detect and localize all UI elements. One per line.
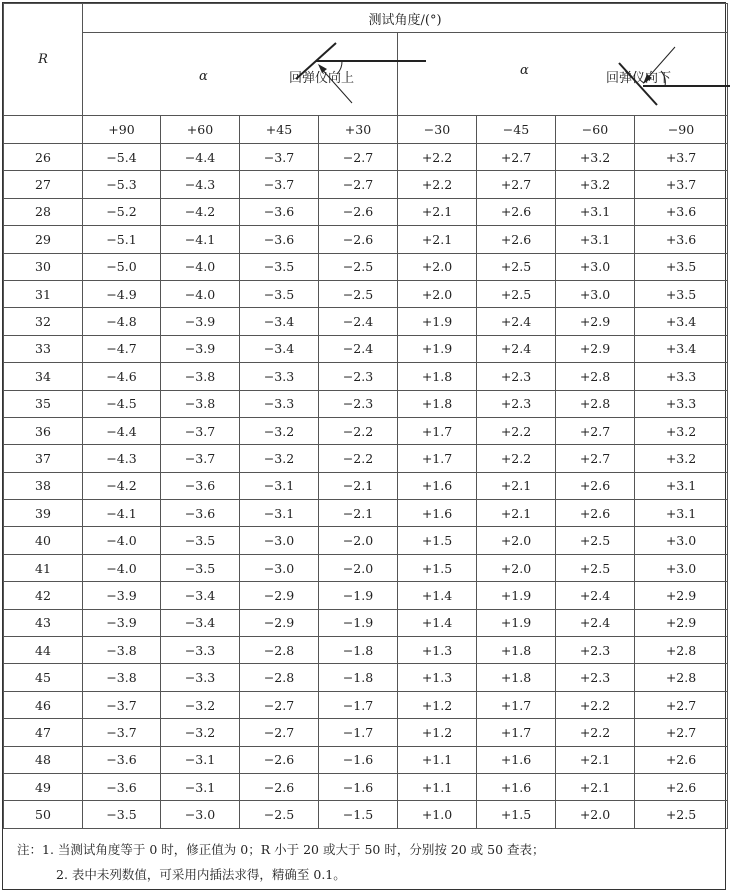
table-row [4, 773, 728, 800]
correction-value-cell: −2.1 [319, 500, 398, 527]
correction-value-cell: +1.9 [398, 335, 477, 362]
table-row [4, 664, 728, 691]
correction-value-cell: +2.3 [556, 637, 635, 664]
r-header-cell [4, 4, 83, 116]
correction-value-cell: +1.2 [398, 719, 477, 746]
correction-value-cell: −4.1 [161, 226, 240, 253]
correction-value-cell: −4.6 [83, 363, 161, 390]
correction-value-cell: −3.9 [161, 335, 240, 362]
correction-value-cell: +1.7 [477, 719, 556, 746]
correction-value-cell: +2.4 [556, 582, 635, 609]
correction-value-cell: +1.8 [398, 390, 477, 417]
r-value-cell: 46 [4, 691, 83, 718]
table-row [4, 253, 728, 280]
r-value-cell: 28 [4, 198, 83, 225]
correction-value-cell: +1.6 [398, 500, 477, 527]
correction-value-cell: +2.1 [477, 500, 556, 527]
correction-value-cell: +3.1 [635, 500, 728, 527]
correction-value-cell: +2.1 [556, 773, 635, 800]
correction-value-cell: −4.5 [83, 390, 161, 417]
correction-value-cell: +2.8 [556, 390, 635, 417]
correction-value-cell: +2.8 [635, 637, 728, 664]
correction-value-cell: −3.5 [161, 527, 240, 554]
upward-label: 回弹仪向上 [289, 71, 355, 86]
correction-value-cell: −2.7 [240, 691, 319, 718]
correction-value-cell: −3.4 [240, 308, 319, 335]
correction-value-cell: +2.7 [477, 144, 556, 171]
correction-value-cell: +2.6 [635, 773, 728, 800]
angle-header-cell: −90 [635, 116, 728, 144]
correction-value-cell: −2.2 [319, 445, 398, 472]
r-value-cell: 42 [4, 582, 83, 609]
correction-value-cell: −1.8 [319, 637, 398, 664]
correction-value-cell: −3.6 [240, 198, 319, 225]
table-row [4, 226, 728, 253]
correction-value-cell: −3.2 [240, 417, 319, 444]
correction-value-cell: +1.1 [398, 773, 477, 800]
correction-value-cell: +2.3 [477, 390, 556, 417]
correction-value-cell: −2.5 [319, 253, 398, 280]
correction-value-cell: −3.8 [161, 390, 240, 417]
correction-value-cell: −3.4 [161, 582, 240, 609]
correction-value-cell: −3.7 [83, 719, 161, 746]
correction-value-cell: −3.9 [83, 609, 161, 636]
correction-value-cell: +2.5 [556, 554, 635, 581]
correction-value-cell: −3.9 [161, 308, 240, 335]
correction-value-cell: −3.5 [83, 801, 161, 828]
table-row [4, 417, 728, 444]
correction-value-cell: +2.5 [477, 280, 556, 307]
correction-value-cell: −1.6 [319, 773, 398, 800]
correction-value-cell: −2.7 [240, 719, 319, 746]
r-value-cell: 50 [4, 801, 83, 828]
correction-value-cell: +2.0 [477, 554, 556, 581]
correction-value-cell: +2.3 [477, 363, 556, 390]
correction-value-cell: −1.7 [319, 719, 398, 746]
correction-value-cell: +2.6 [477, 226, 556, 253]
correction-value-cell: +1.9 [477, 582, 556, 609]
r-label: R [38, 52, 48, 67]
note-line-2: 2. 表中未列数值，可采用内插法求得，精确至 0.1。 [56, 867, 346, 882]
correction-value-cell: −4.4 [161, 144, 240, 171]
correction-value-cell: −3.1 [161, 746, 240, 773]
upward-alpha-label: α [199, 69, 208, 84]
r-value-cell: 27 [4, 171, 83, 198]
correction-value-cell: −2.6 [240, 773, 319, 800]
correction-value-cell: −2.8 [240, 664, 319, 691]
correction-value-cell: +1.7 [398, 417, 477, 444]
correction-value-cell: −2.3 [319, 390, 398, 417]
correction-value-cell: −2.5 [240, 801, 319, 828]
correction-value-cell: −1.9 [319, 609, 398, 636]
correction-value-cell: +1.1 [398, 746, 477, 773]
correction-value-cell: −2.7 [319, 144, 398, 171]
correction-value-cell: −2.7 [319, 171, 398, 198]
note-line-1: 注：1. 当测试角度等于 0 时，修正值为 0；R 小于 20 或大于 50 时，分别按 20 或 50 查表； [17, 842, 545, 857]
correction-value-cell: +1.6 [477, 746, 556, 773]
correction-value-cell: +1.7 [477, 691, 556, 718]
correction-value-cell: −1.5 [319, 801, 398, 828]
correction-value-cell: −3.9 [83, 582, 161, 609]
correction-value-cell: −1.8 [319, 664, 398, 691]
correction-value-cell: −3.6 [83, 746, 161, 773]
table-row [4, 746, 728, 773]
r-value-cell: 37 [4, 445, 83, 472]
r-value-cell: 32 [4, 308, 83, 335]
angle-header-cell: +30 [319, 116, 398, 144]
table-row [4, 280, 728, 307]
correction-value-cell: +3.7 [635, 144, 728, 171]
correction-value-cell: −4.2 [161, 198, 240, 225]
correction-value-cell: +2.0 [398, 253, 477, 280]
correction-value-cell: +1.9 [398, 308, 477, 335]
correction-value-cell: +2.2 [556, 691, 635, 718]
correction-value-cell: −3.7 [240, 144, 319, 171]
correction-value-cell: +2.9 [556, 335, 635, 362]
angle-header-cell: −60 [556, 116, 635, 144]
correction-value-cell: −4.1 [83, 500, 161, 527]
correction-value-cell: −3.3 [240, 363, 319, 390]
angle-title: 测试角度/(°) [83, 4, 728, 33]
correction-value-cell: +2.6 [477, 198, 556, 225]
correction-value-cell: −3.7 [83, 691, 161, 718]
table-row [4, 144, 728, 171]
correction-value-cell: −5.0 [83, 253, 161, 280]
correction-value-cell: +2.0 [398, 280, 477, 307]
correction-value-cell: −4.2 [83, 472, 161, 499]
correction-value-cell: −5.3 [83, 171, 161, 198]
correction-value-cell: +3.0 [635, 554, 728, 581]
correction-value-cell: +2.8 [556, 363, 635, 390]
correction-value-cell: −1.7 [319, 691, 398, 718]
r-value-cell: 38 [4, 472, 83, 499]
correction-value-cell: −3.7 [161, 417, 240, 444]
correction-value-cell: −2.4 [319, 335, 398, 362]
correction-value-cell: +3.0 [635, 527, 728, 554]
correction-value-cell: +2.7 [635, 719, 728, 746]
correction-value-cell: +2.9 [556, 308, 635, 335]
correction-value-cell: −3.5 [240, 253, 319, 280]
correction-value-cell: −3.0 [240, 554, 319, 581]
correction-value-cell: −3.7 [161, 445, 240, 472]
correction-value-cell: −2.0 [319, 554, 398, 581]
correction-value-cell: +1.8 [398, 363, 477, 390]
correction-value-cell: −3.2 [240, 445, 319, 472]
correction-value-cell: −3.8 [161, 363, 240, 390]
correction-value-cell: −3.0 [161, 801, 240, 828]
r-value-cell: 31 [4, 280, 83, 307]
correction-value-cell: +3.7 [635, 171, 728, 198]
table-row [4, 527, 728, 554]
correction-value-cell: −3.3 [240, 390, 319, 417]
correction-value-cell: −3.7 [240, 171, 319, 198]
correction-value-cell: +3.2 [635, 445, 728, 472]
r-value-cell: 36 [4, 417, 83, 444]
correction-value-cell: +2.2 [398, 171, 477, 198]
correction-value-cell: −5.1 [83, 226, 161, 253]
angle-header-cell: −30 [398, 116, 477, 144]
correction-value-cell: +2.9 [635, 582, 728, 609]
correction-value-cell: −4.0 [161, 253, 240, 280]
correction-value-cell: +2.1 [477, 472, 556, 499]
table-row [4, 801, 728, 828]
correction-value-cell: −3.8 [83, 637, 161, 664]
table-row [4, 335, 728, 362]
correction-value-cell: +2.3 [556, 664, 635, 691]
correction-value-cell: −2.6 [319, 198, 398, 225]
correction-value-cell: +2.0 [556, 801, 635, 828]
angle-header-cell: +90 [83, 116, 161, 144]
correction-value-cell: +3.4 [635, 308, 728, 335]
correction-value-cell: −3.6 [161, 472, 240, 499]
correction-value-cell: +2.1 [398, 198, 477, 225]
table-row [4, 719, 728, 746]
table-row [4, 609, 728, 636]
correction-value-cell: −2.4 [319, 308, 398, 335]
correction-value-cell: +2.2 [398, 144, 477, 171]
correction-value-cell: +3.2 [556, 171, 635, 198]
correction-value-cell: +1.7 [398, 445, 477, 472]
correction-value-cell: −4.4 [83, 417, 161, 444]
correction-value-cell: +3.5 [635, 253, 728, 280]
correction-value-cell: +1.8 [477, 637, 556, 664]
correction-value-cell: +1.5 [398, 554, 477, 581]
r-value-cell: 30 [4, 253, 83, 280]
correction-value-cell: −4.8 [83, 308, 161, 335]
correction-value-cell: −2.2 [319, 417, 398, 444]
r-value-cell: 33 [4, 335, 83, 362]
correction-value-cell: +2.2 [556, 719, 635, 746]
correction-value-cell: −3.6 [240, 226, 319, 253]
correction-value-cell: +2.4 [477, 308, 556, 335]
table-notes [3, 837, 725, 887]
correction-value-cell: −4.0 [161, 280, 240, 307]
correction-value-cell: +2.1 [556, 746, 635, 773]
correction-value-cell: −2.0 [319, 527, 398, 554]
correction-value-cell: −3.4 [240, 335, 319, 362]
correction-value-cell: +1.3 [398, 664, 477, 691]
correction-value-cell: −3.5 [240, 280, 319, 307]
correction-value-cell: +2.4 [556, 609, 635, 636]
correction-table-document [2, 2, 726, 890]
correction-value-cell: −3.6 [161, 500, 240, 527]
r-value-cell: 47 [4, 719, 83, 746]
correction-value-cell: −2.3 [319, 363, 398, 390]
correction-value-cell: −2.1 [319, 472, 398, 499]
table-row [4, 445, 728, 472]
correction-value-cell: −3.1 [240, 500, 319, 527]
correction-value-cell: −2.6 [319, 226, 398, 253]
correction-value-cell: −3.4 [161, 609, 240, 636]
correction-value-cell: +1.6 [477, 773, 556, 800]
correction-value-cell: +1.4 [398, 609, 477, 636]
correction-value-cell: +3.0 [556, 280, 635, 307]
correction-value-cell: +1.5 [398, 527, 477, 554]
correction-value-cell: +2.6 [635, 746, 728, 773]
correction-value-cell: −3.6 [83, 773, 161, 800]
correction-value-cell: +3.4 [635, 335, 728, 362]
table-row [4, 554, 728, 581]
r-value-cell: 49 [4, 773, 83, 800]
correction-value-cell: +3.2 [635, 417, 728, 444]
correction-value-cell: −3.2 [161, 719, 240, 746]
correction-value-cell: −2.8 [240, 637, 319, 664]
correction-value-cell: +2.2 [477, 417, 556, 444]
downward-diagram-cell [398, 33, 728, 116]
correction-value-cell: +1.4 [398, 582, 477, 609]
r-value-cell: 34 [4, 363, 83, 390]
correction-value-cell: −3.2 [161, 691, 240, 718]
correction-value-cell: +1.9 [477, 609, 556, 636]
r-value-cell: 45 [4, 664, 83, 691]
correction-value-cell: +3.5 [635, 280, 728, 307]
angle-header-cell: +45 [240, 116, 319, 144]
correction-value-cell: +1.0 [398, 801, 477, 828]
correction-value-cell: −3.8 [83, 664, 161, 691]
downward-label: 回弹仪向下 [606, 71, 672, 86]
correction-value-cell: +2.7 [556, 445, 635, 472]
correction-value-cell: +2.6 [556, 472, 635, 499]
correction-value-cell: −4.3 [161, 171, 240, 198]
table-row [4, 637, 728, 664]
r-value-cell: 29 [4, 226, 83, 253]
correction-value-cell: −4.9 [83, 280, 161, 307]
table-row [4, 582, 728, 609]
r-value-cell: 44 [4, 637, 83, 664]
downward-alpha-label: α [520, 63, 529, 78]
correction-value-cell: +2.5 [635, 801, 728, 828]
correction-value-cell: −3.3 [161, 637, 240, 664]
correction-value-cell: −1.6 [319, 746, 398, 773]
r-value-cell: 48 [4, 746, 83, 773]
correction-value-cell: +2.9 [635, 609, 728, 636]
r-value-cell: 41 [4, 554, 83, 581]
r-value-cell: 35 [4, 390, 83, 417]
correction-value-cell: +2.5 [477, 253, 556, 280]
r-value-cell: 26 [4, 144, 83, 171]
correction-value-cell: −3.1 [240, 472, 319, 499]
correction-value-cell: +1.5 [477, 801, 556, 828]
table-row [4, 472, 728, 499]
correction-value-cell: −5.4 [83, 144, 161, 171]
upward-diagram-cell [83, 33, 398, 116]
table-row [4, 171, 728, 198]
table-row [4, 691, 728, 718]
correction-value-cell: +3.1 [635, 472, 728, 499]
correction-table [3, 3, 728, 829]
correction-value-cell: −3.5 [161, 554, 240, 581]
correction-value-cell: +2.4 [477, 335, 556, 362]
correction-value-cell: −2.6 [240, 746, 319, 773]
correction-value-cell: +1.2 [398, 691, 477, 718]
correction-value-cell: −3.1 [161, 773, 240, 800]
correction-value-cell: +2.8 [635, 664, 728, 691]
table-row [4, 198, 728, 225]
correction-value-cell: +3.0 [556, 253, 635, 280]
correction-value-cell: −1.9 [319, 582, 398, 609]
correction-value-cell: +2.7 [556, 417, 635, 444]
r-subheader-cell [4, 116, 83, 144]
correction-value-cell: +3.1 [556, 226, 635, 253]
table-row [4, 363, 728, 390]
correction-value-cell: +3.6 [635, 198, 728, 225]
correction-value-cell: +3.2 [556, 144, 635, 171]
correction-value-cell: −2.9 [240, 582, 319, 609]
correction-value-cell: −3.3 [161, 664, 240, 691]
correction-value-cell: −3.0 [240, 527, 319, 554]
correction-value-cell: −4.3 [83, 445, 161, 472]
angle-header-cell: −45 [477, 116, 556, 144]
correction-value-cell: +2.5 [556, 527, 635, 554]
correction-value-cell: +3.3 [635, 363, 728, 390]
table-row [4, 500, 728, 527]
correction-value-cell: +2.0 [477, 527, 556, 554]
correction-value-cell: +3.3 [635, 390, 728, 417]
correction-value-cell: −2.5 [319, 280, 398, 307]
angle-header-row [4, 116, 728, 144]
table-body [4, 144, 728, 829]
table-row [4, 308, 728, 335]
correction-value-cell: +2.2 [477, 445, 556, 472]
angle-header-cell: +60 [161, 116, 240, 144]
correction-value-cell: +3.6 [635, 226, 728, 253]
correction-value-cell: −2.9 [240, 609, 319, 636]
correction-value-cell: +2.7 [477, 171, 556, 198]
correction-value-cell: −4.0 [83, 527, 161, 554]
correction-value-cell: +1.3 [398, 637, 477, 664]
correction-value-cell: +3.1 [556, 198, 635, 225]
correction-value-cell: +2.7 [635, 691, 728, 718]
correction-value-cell: −5.2 [83, 198, 161, 225]
correction-value-cell: −4.0 [83, 554, 161, 581]
correction-value-cell: +1.6 [398, 472, 477, 499]
table-row [4, 390, 728, 417]
r-value-cell: 39 [4, 500, 83, 527]
r-value-cell: 43 [4, 609, 83, 636]
correction-value-cell: +2.1 [398, 226, 477, 253]
correction-value-cell: −4.7 [83, 335, 161, 362]
correction-value-cell: +1.8 [477, 664, 556, 691]
r-value-cell: 40 [4, 527, 83, 554]
correction-value-cell: +2.6 [556, 500, 635, 527]
